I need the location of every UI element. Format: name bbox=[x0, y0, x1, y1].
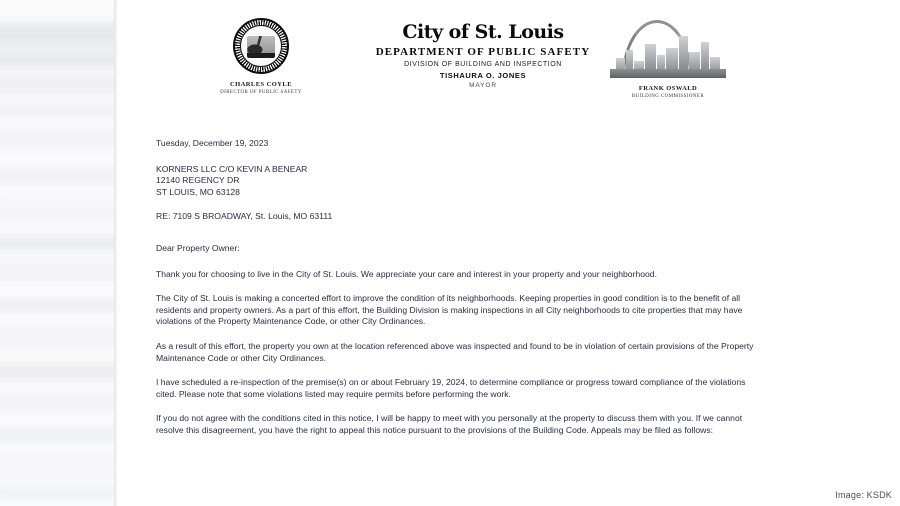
department-name: DEPARTMENT OF PUBLIC SAFETY bbox=[375, 46, 591, 58]
blurred-content-band bbox=[0, 236, 118, 250]
gateway-arch-skyline-icon bbox=[610, 18, 726, 78]
city-seal-icon bbox=[233, 18, 289, 74]
blurred-content-band bbox=[0, 52, 118, 66]
blurred-content-band bbox=[0, 168, 118, 184]
city-title: City of St. Louis bbox=[402, 21, 564, 43]
body-paragraph: If you do not agree with the conditions cited in this notice, I will be happy to meet with you personally at the property to discuss them with you. If we cannot resolve this disagreement, you have the right to appeal this notice pursuant to the provisions of the Building Code. Appeals may be filed as follows: bbox=[156, 413, 743, 435]
body-paragraph: Thank you for choosing to live in the City of St. Louis. We appreciate your care and interest in your property and your neighborhood. bbox=[156, 268, 657, 279]
blurred-content-band bbox=[0, 428, 118, 442]
blurred-content-band bbox=[0, 74, 118, 94]
division-name: DIVISION OF BUILDING AND INSPECTION bbox=[404, 61, 562, 68]
director-name: CHARLES COYLE bbox=[229, 81, 292, 88]
blurred-content-band bbox=[0, 22, 118, 48]
letter-body bbox=[156, 138, 756, 450]
director-logo-block bbox=[196, 18, 326, 95]
recipient-line: ST LOUIS, MO 63128 bbox=[156, 186, 240, 197]
body-paragraph: The City of St. Louis is making a concerted effort to improve the condition of its neighborhoods. Keeping properties in good condition is to the benefit of all residents and property owners. As a part of this effort, the Building Division is making inspections in all City neighborhoods to cite properties that may have violations of the Property Maintenance Code, or other City Ordinances. bbox=[156, 293, 743, 327]
image-credit: Image: KSDK bbox=[835, 490, 892, 500]
letterhead bbox=[118, 18, 858, 126]
director-title: DIRECTOR OF PUBLIC SAFETY bbox=[220, 90, 302, 95]
recipient-line: KORNERS LLC C/O KEVIN A BENEAR bbox=[156, 163, 308, 174]
blurred-content-band bbox=[0, 128, 118, 150]
blurred-content-band bbox=[0, 486, 118, 500]
commissioner-title: BUILDING COMMISSIONER bbox=[631, 94, 705, 99]
blurred-content-band bbox=[0, 364, 118, 380]
blurred-left-background bbox=[0, 0, 118, 506]
mayor-name: TISHAURA O. JONES bbox=[439, 71, 527, 80]
document-page bbox=[118, 0, 900, 506]
commissioner-name: FRANK OSWALD bbox=[638, 85, 698, 92]
commissioner-logo-block bbox=[578, 18, 758, 99]
salutation: Dear Property Owner: bbox=[156, 242, 240, 253]
body-paragraph: As a result of this effort, the property you own at the location referenced above was inspected and found to be in violation of certain provisions of the Property Maintenance Code or other City Ordinances. bbox=[156, 340, 754, 363]
blurred-content-band bbox=[0, 262, 118, 282]
mayor-label: MAYOR bbox=[469, 82, 497, 89]
blurred-content-band bbox=[0, 104, 118, 116]
recipient-line: 12140 REGENCY DR bbox=[156, 175, 240, 186]
blurred-content-band bbox=[0, 300, 118, 312]
blurred-content-band bbox=[0, 392, 118, 412]
body-paragraph: I have scheduled a re-inspection of the premise(s) on or about February 19, 2024, to determine compliance or progress toward compliance of the violations cited. Please note that some violations listed may require permits before performing the work. bbox=[156, 377, 746, 399]
blurred-content-band bbox=[0, 452, 118, 478]
blurred-content-band bbox=[0, 326, 118, 350]
letter-date: Tuesday, December 19, 2023 bbox=[156, 138, 269, 148]
blurred-content-band bbox=[0, 196, 118, 224]
subject-line: RE: 7109 S BROADWAY, St. Louis, MO 63111 bbox=[156, 211, 333, 222]
recipient-address bbox=[156, 164, 756, 199]
